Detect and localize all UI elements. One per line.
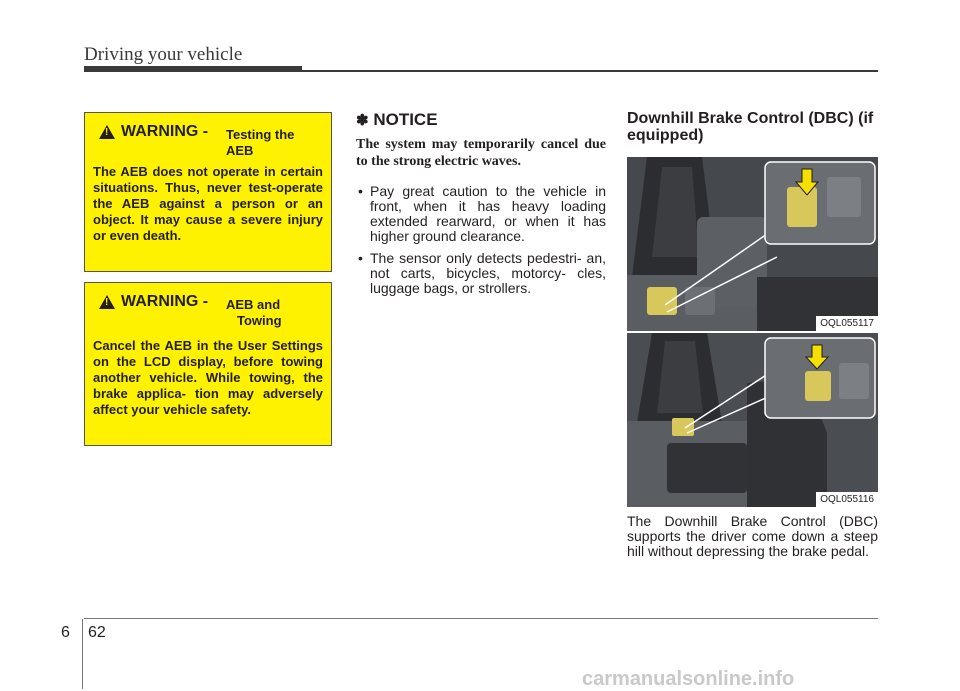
header-rule-thin <box>302 70 878 72</box>
warning-triangle-icon <box>99 295 115 309</box>
warning-subtitle-line2: AEB <box>226 143 254 158</box>
dbc-section-title: Downhill Brake Control (DBC) (if equipped) <box>627 110 874 144</box>
header-rule-thick <box>84 66 302 72</box>
notice-heading <box>356 110 438 130</box>
warning-triangle-icon <box>99 125 115 139</box>
dbc-description: The Downhill Brake Control (DBC) supports the driver come down a steep hill without depressing the brake pedal. <box>627 513 878 559</box>
chapter-number: 6 <box>61 624 70 641</box>
list-item: • The sensor only detects pedestri- an, not carts, bicycles, motorcy- cles, luggage bags, or strollers. <box>356 251 606 296</box>
warning-subtitle-line1: AEB and <box>226 297 281 312</box>
warning-body: The AEB does not operate in certain situations. Thus, never test-operate the AEB against a person or an object. It may cause a severe injury or even death. <box>93 164 323 243</box>
dbc-figure-1 <box>627 157 878 331</box>
warning-subtitle-line1: Testing the <box>226 127 295 142</box>
console-photo-2 <box>627 333 878 507</box>
notice-lead: The system may temporarily cancel due to the strong electric waves. <box>356 137 606 169</box>
warning-subtitle-line2: Towing <box>237 313 282 328</box>
warning-box-testing-aeb <box>84 112 332 272</box>
notice-bullet-list <box>356 184 606 303</box>
page-number: 62 <box>88 624 106 641</box>
page-header-title: Driving your vehicle <box>84 44 243 65</box>
figure-caption: OQL055116 <box>816 492 878 507</box>
notice-star-icon: ✽ <box>356 112 369 129</box>
watermark: carmanualsonline.info <box>582 668 795 690</box>
list-item: • Pay great caution to the vehicle in front, when it has heavy loading extended rearward, or when it has higher ground clearance. <box>356 184 606 244</box>
footer-divider <box>82 619 83 689</box>
footer-rule <box>84 618 878 619</box>
notice-title: NOTICE <box>373 110 438 129</box>
warning-word: WARNING - <box>121 123 209 140</box>
console-photo-1 <box>627 157 878 331</box>
warning-word: WARNING - <box>121 293 209 310</box>
warning-body: Cancel the AEB in the User Settings on the LCD display, before towing another vehicle. While towing, the brake applica- tion may adversely affect your vehicle safety. <box>93 338 323 417</box>
dbc-figure-2 <box>627 333 878 507</box>
figure-caption: OQL055117 <box>816 316 878 331</box>
warning-box-aeb-towing <box>84 282 332 446</box>
